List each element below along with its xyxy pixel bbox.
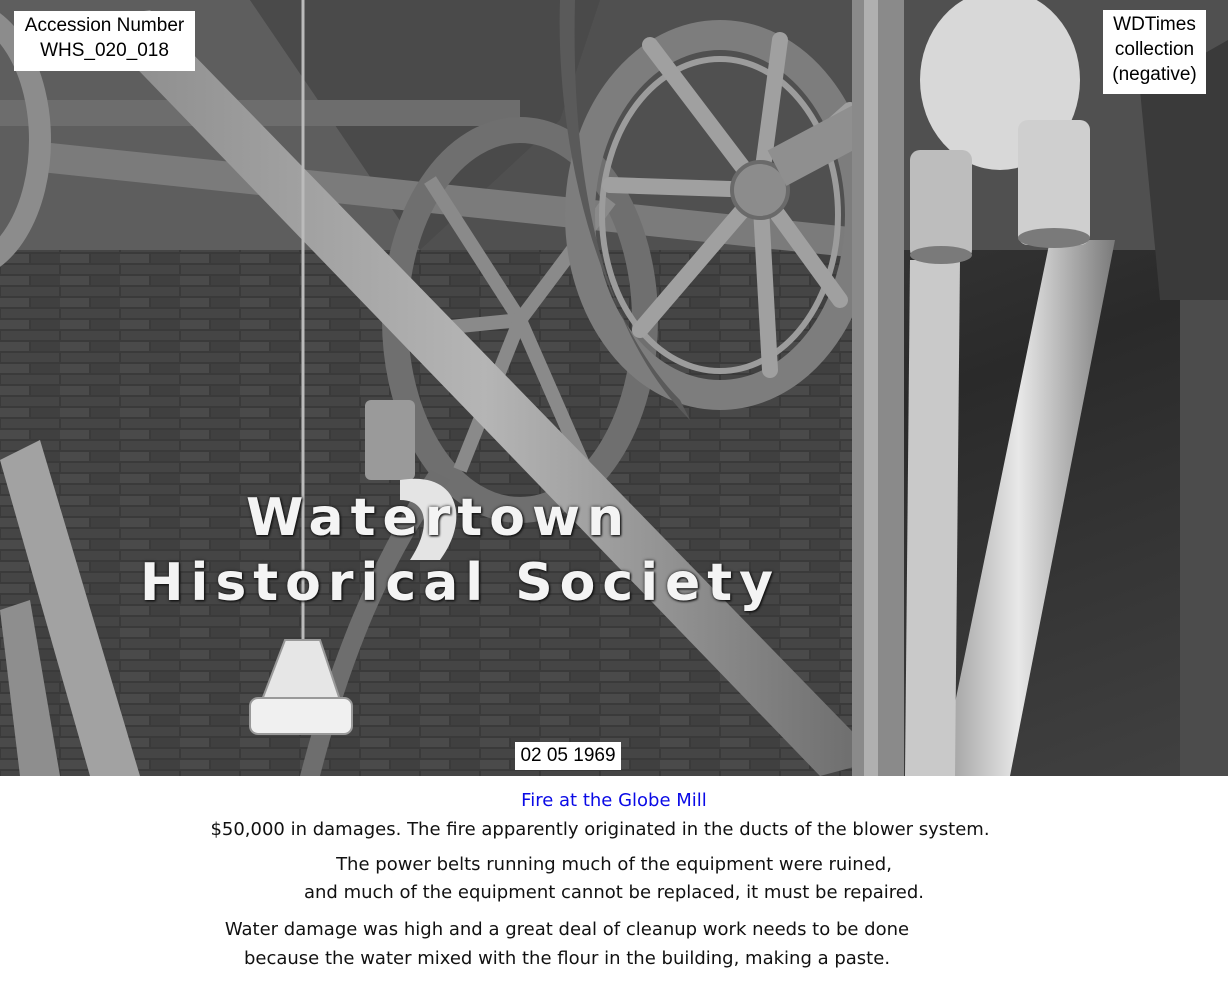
caption-line: Water damage was high and a great deal of cleanup work needs to be done xyxy=(224,919,910,940)
caption-title: Fire at the Globe Mill xyxy=(521,790,707,811)
caption-block xyxy=(0,776,1228,985)
collection-label-box xyxy=(1103,10,1206,94)
watermark-line-1: Watertown xyxy=(246,488,632,548)
photo-date: 02 05 1969 xyxy=(515,742,621,770)
accession-label: Accession Number xyxy=(24,15,185,36)
accession-number: WHS_020_018 xyxy=(40,40,169,61)
watermark-line-2: Historical Society xyxy=(140,553,781,613)
caption-line: $50,000 in damages. The fire apparently originated in the ducts of the blower system. xyxy=(210,819,990,840)
caption-line: because the water mixed with the flour in the building, making a paste. xyxy=(243,948,891,969)
collection-line: collection xyxy=(1114,39,1195,60)
pipe xyxy=(940,240,1115,776)
accession-label-box xyxy=(14,11,195,71)
caption-line: The power belts running much of the equipment were ruined, xyxy=(336,854,892,875)
pipe xyxy=(905,260,960,776)
collection-line: WDTimes xyxy=(1113,14,1196,35)
collection-line: (negative) xyxy=(1112,64,1197,85)
caption-line: and much of the equipment cannot be replaced, it must be repaired. xyxy=(303,882,924,903)
